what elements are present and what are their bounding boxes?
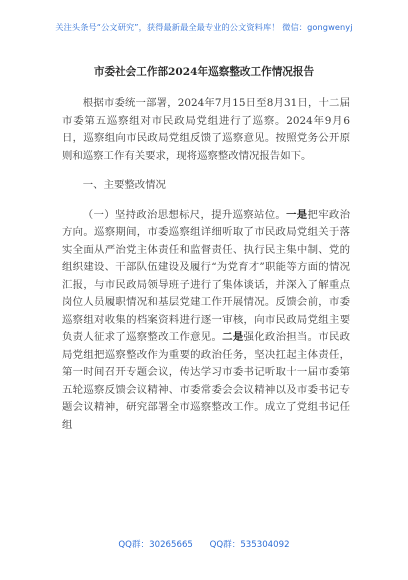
qq-group-2: QQ群：535304092 [209, 540, 290, 550]
footer-contacts [0, 538, 408, 550]
paragraph-text: 把牢政治方向。巡察期间，市委巡察组详细听取了市民政局党组关于落实全面从严治党主体责任和监督责任、执行民主集中制、党的组织建设、干部队伍建设及履行“为党育才”职能等方面的情况汇报，与市民政局领导班子进行了集体谈话，并深入了解重点岗位人员履职情况和基层党建工作开展情况。反馈会前，市委巡察组对收集的档案资料进行逐一审核，向市民政局党组主要负责人征求了巡察整改工作意见。 [62, 208, 351, 343]
paragraph-political-direction [62, 207, 350, 435]
qq-group-1: QQ群：30265665 [118, 540, 193, 550]
promo-banner: 关注头条号“公文研究”，获得最新最全最专业的公文资料库！ 微信：gongwenyj [55, 22, 353, 32]
emphasis-label: 一是 [286, 208, 308, 221]
document-title: 市委社会工作部2024年巡察整改工作情况报告 [93, 66, 315, 78]
document-body [62, 95, 350, 434]
paragraph-text: 强化政治担当。市民政局党组把巡察整改作为重要的政治任务，坚决扛起主体责任，第一时间召开专题会议，传达学习市委书记听取十一届市委第五轮巡察反馈会议精神、市委常委会会议精神以及市委书记专题会议精神，研究部署全市巡察整改工作。成立了党组书记任组 [62, 331, 351, 431]
paragraph-lead: （一）坚持政治思想标尺，提升巡察站位。 [82, 208, 287, 221]
section-heading: 一、主要整改情况 [82, 179, 166, 191]
intro-paragraph: 根据市委统一部署，2024年7月15日至8月31日，十二届市委第五巡察组对市民政局党组进行了巡察。2024年9月6日，巡察组向市民政局党组反馈了巡察意见。按照党务公开原则和巡察工作有关要求，现将巡察整改情况报告如下。 [62, 97, 350, 162]
emphasis-label: 二是 [222, 331, 244, 343]
